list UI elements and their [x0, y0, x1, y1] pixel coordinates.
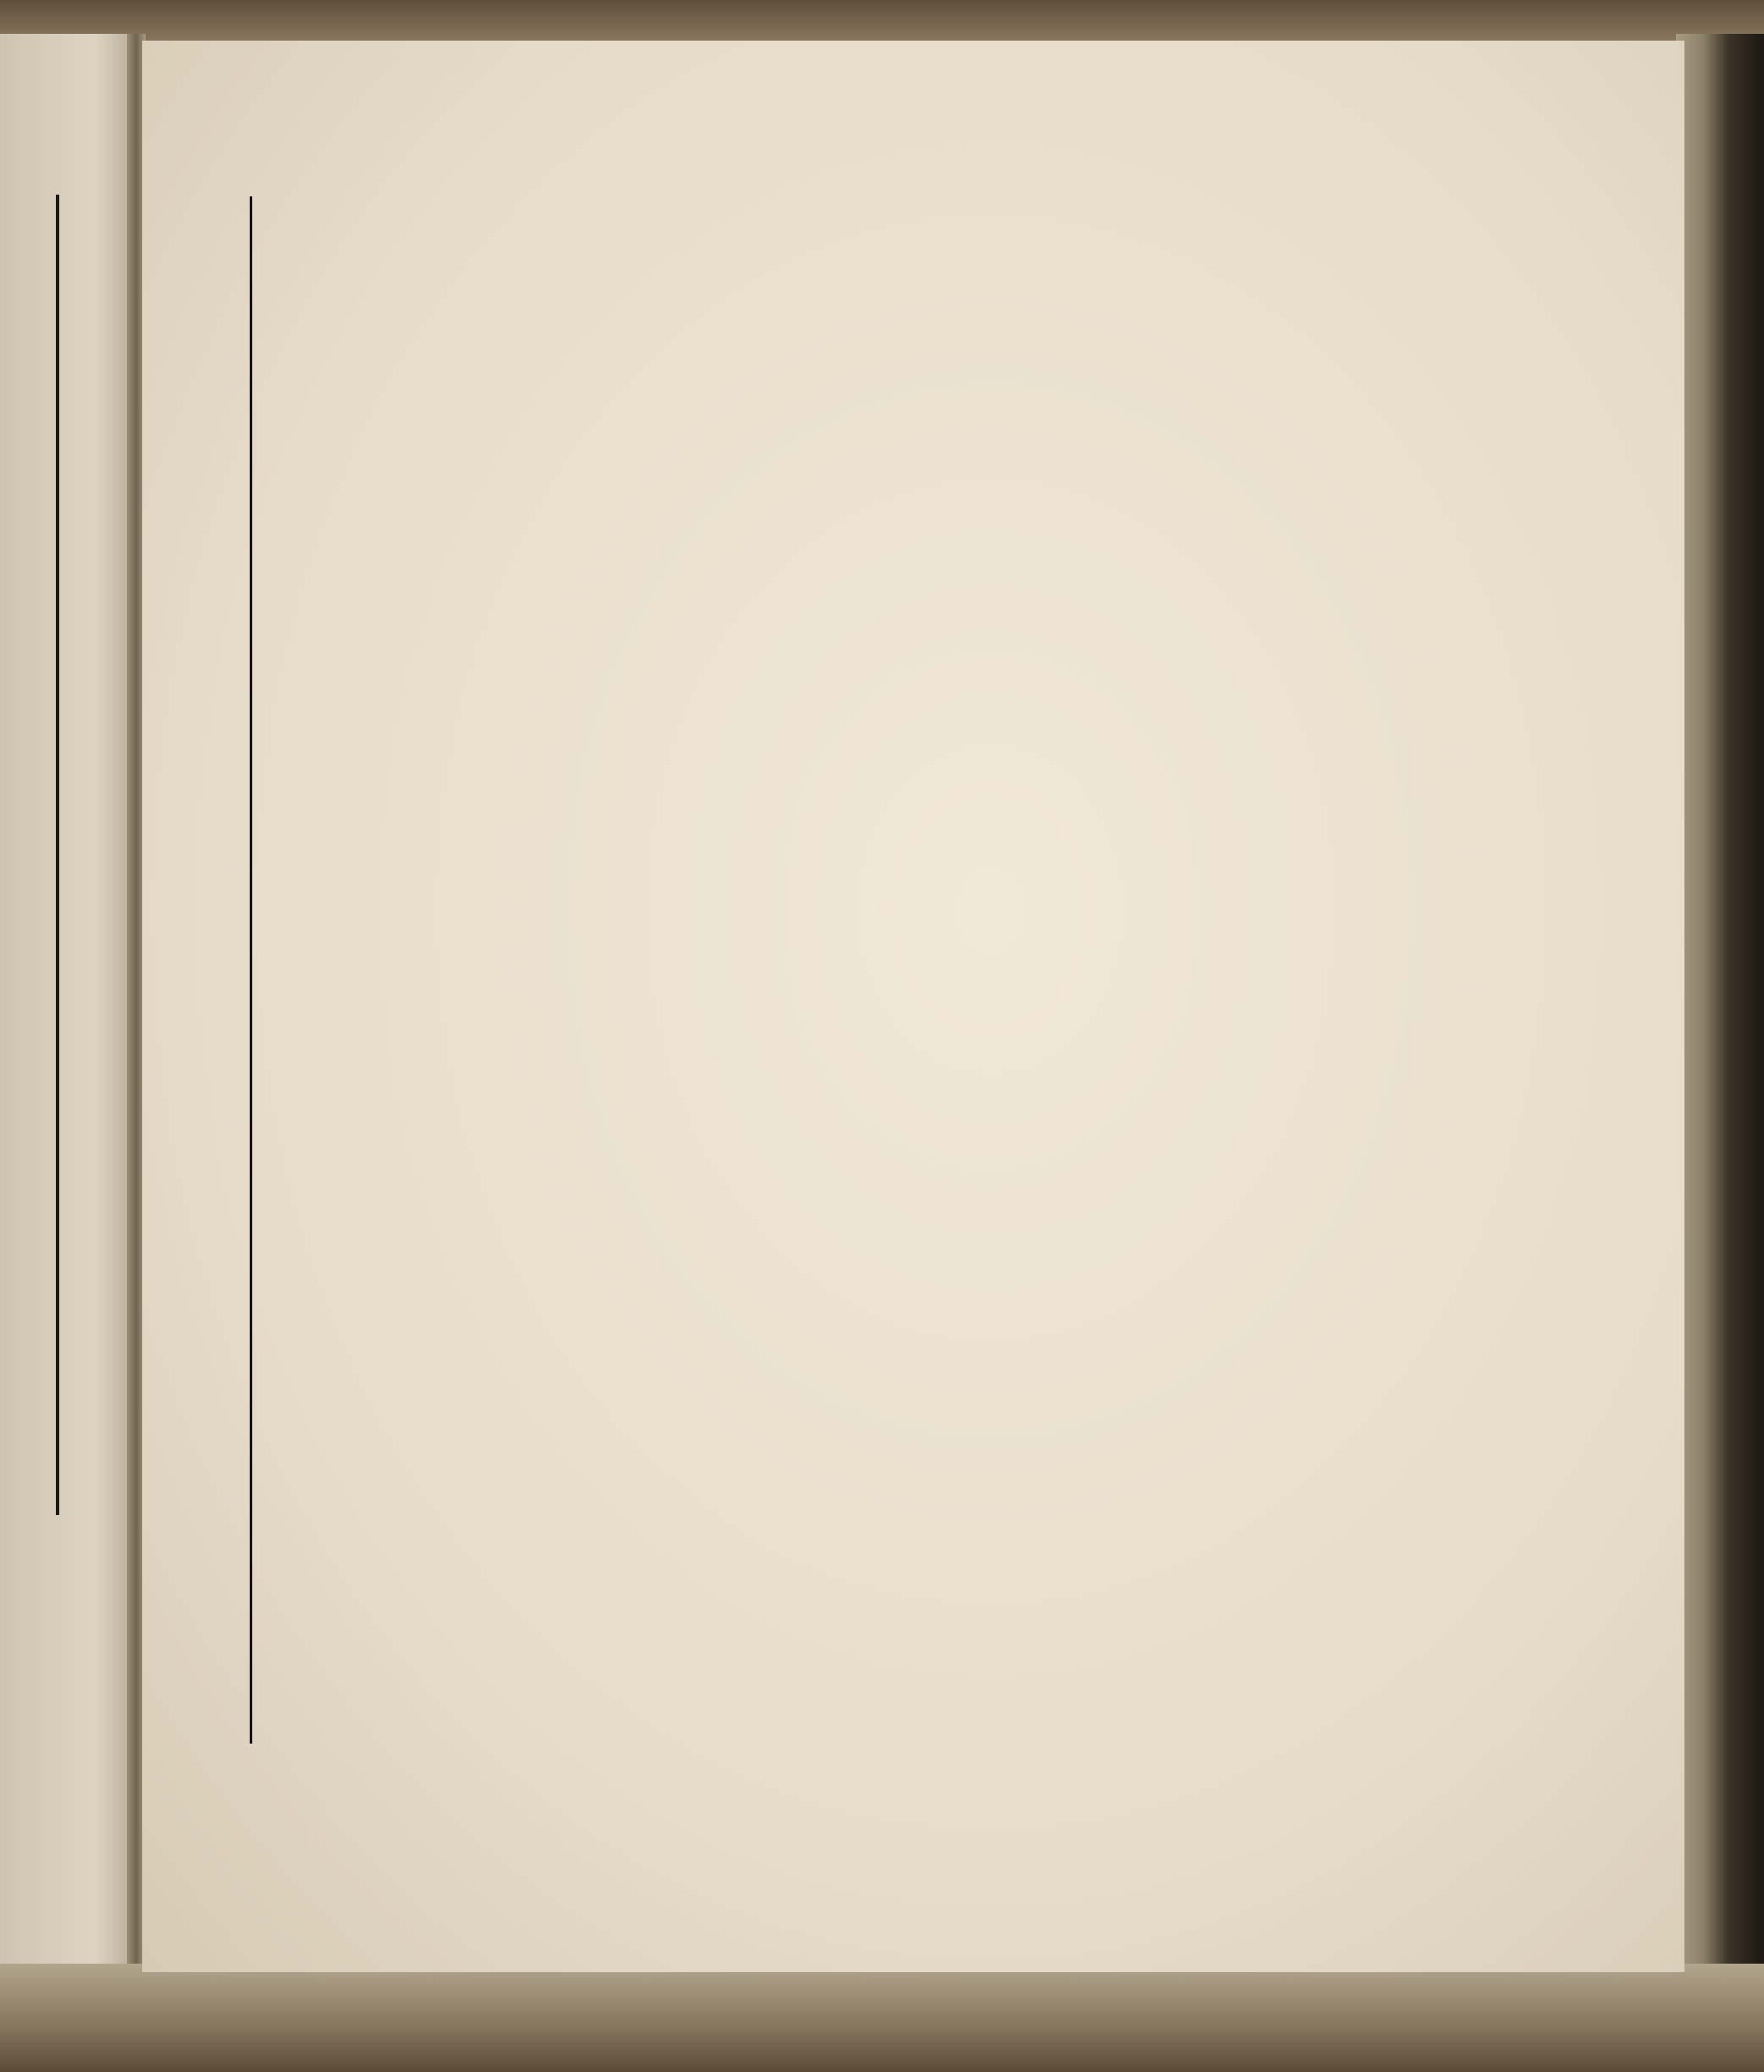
book-page — [142, 41, 1684, 1972]
facing-page — [0, 34, 135, 2048]
book-fore-edge — [1676, 34, 1764, 2048]
book-bottom-edge — [0, 1964, 1764, 2072]
facing-page-rule — [56, 195, 59, 1515]
